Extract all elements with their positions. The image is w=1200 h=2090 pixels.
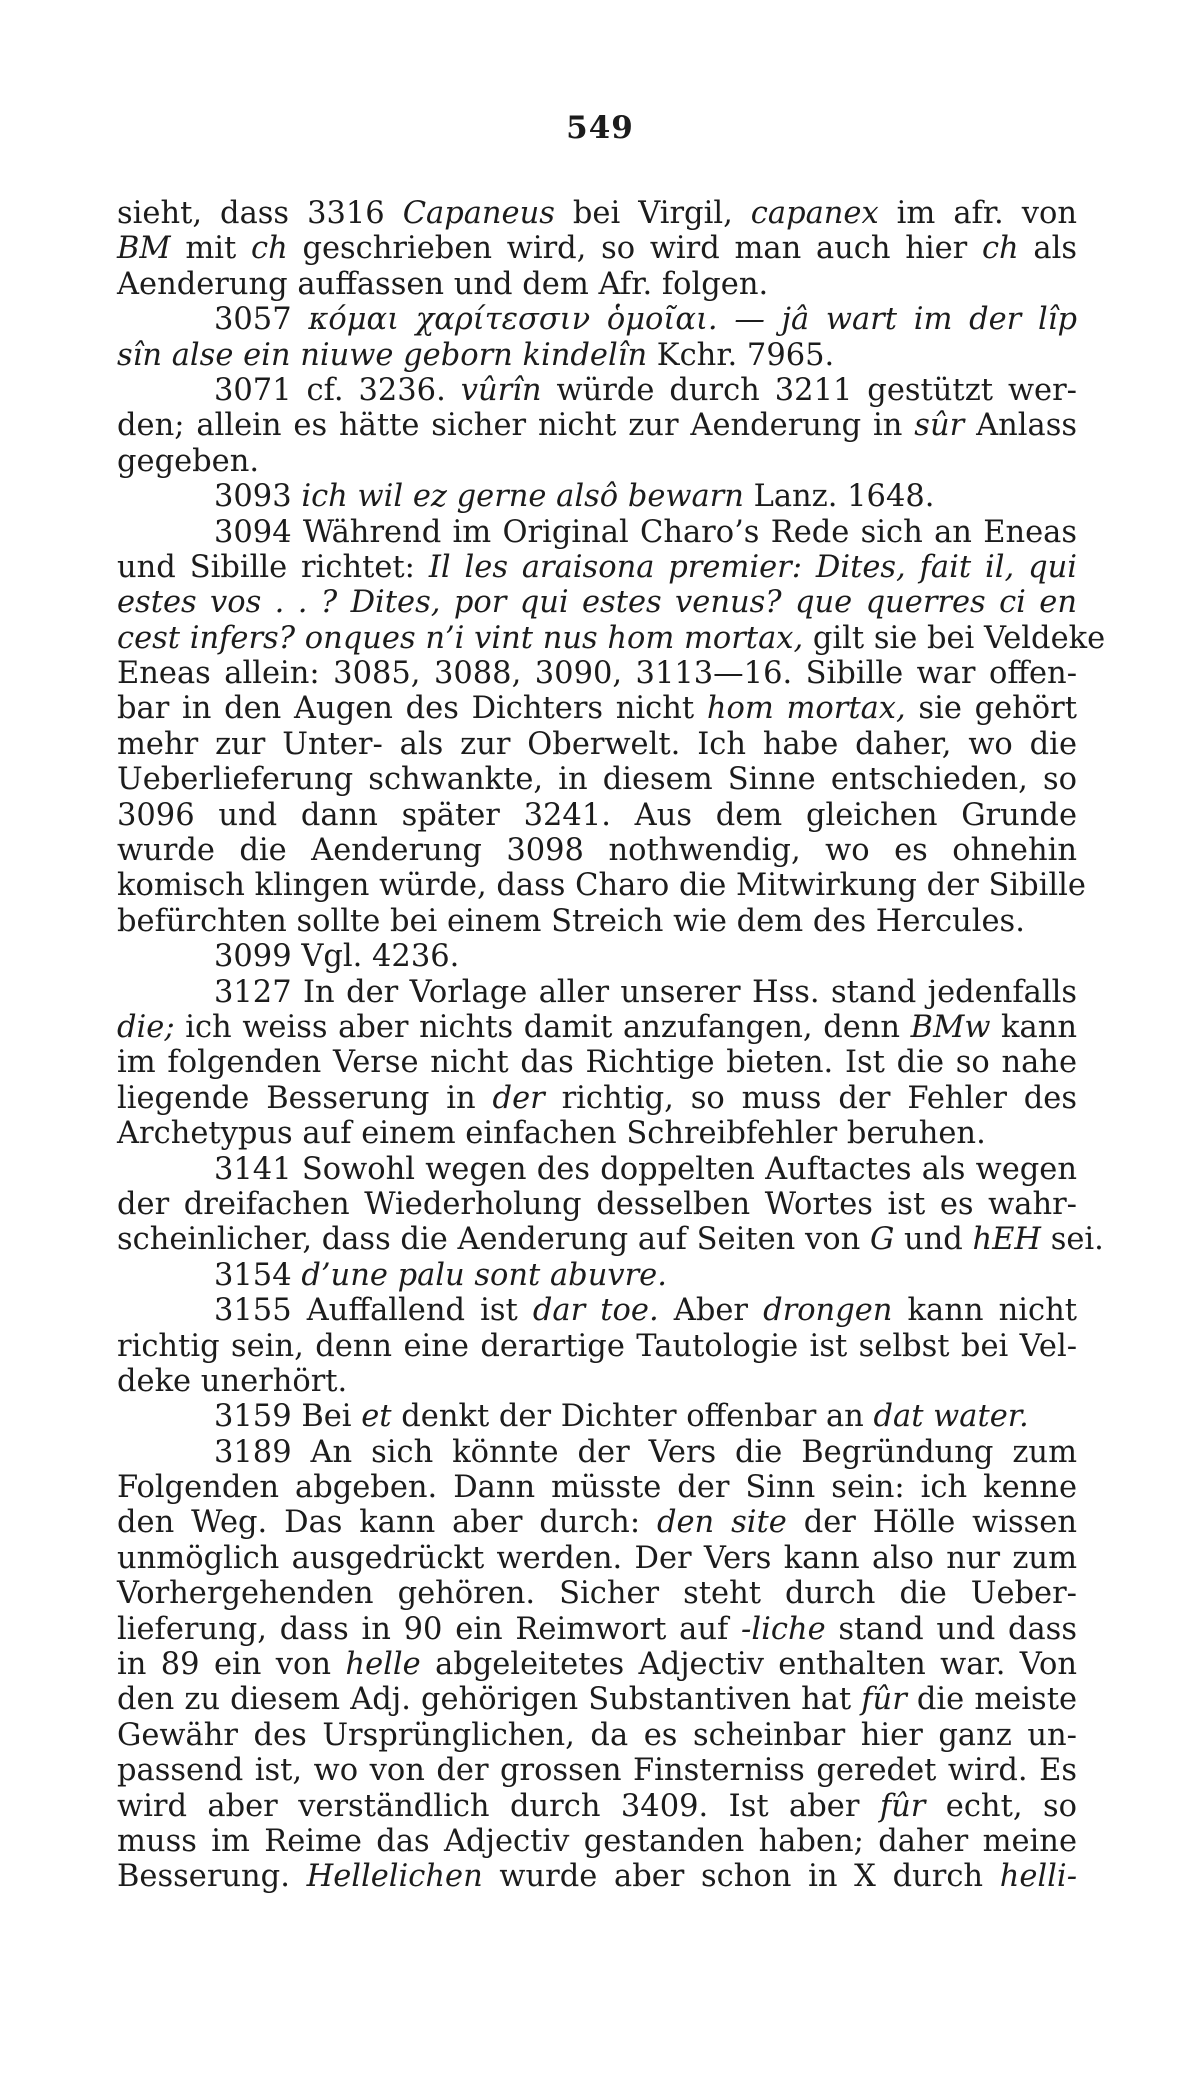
- text-run: Vorhergehenden gehören. Sicher steht durch die Ueber-: [117, 1576, 1077, 1612]
- text-run: Anlass: [964, 408, 1077, 444]
- text-run: scheinlicher, dass die Aenderung auf Seiten von: [117, 1222, 870, 1258]
- text-line: [117, 975, 1077, 1010]
- text-line: [117, 904, 1077, 939]
- text-run: der dreifachen Wiederholung desselben Wortes ist es wahr-: [117, 1186, 1077, 1222]
- italic-text-run: der: [492, 1080, 545, 1116]
- text-line: [117, 1364, 1077, 1399]
- text-line: [117, 620, 1106, 656]
- italic-text-run: drongen: [763, 1293, 893, 1329]
- text-line: [117, 1824, 1077, 1859]
- italic-text-run: Il les araisona premier: Dites, fait il, qui: [428, 549, 1077, 585]
- text-run: im folgenden Verse nicht das Richtige bieten. Ist die so nahe: [117, 1045, 1077, 1081]
- text-line: [117, 373, 1077, 408]
- text-run: 3159 Bei: [214, 1399, 362, 1435]
- text-run: passend ist, wo von der grossen Finsterniss geredet wird. Es: [117, 1753, 1077, 1789]
- text-line: [117, 691, 1077, 726]
- text-run: den zu diesem Adj. gehörigen Substantiven hat: [117, 1682, 862, 1718]
- italic-text-run: BMw: [910, 1009, 991, 1045]
- italic-text-run: ch: [251, 231, 288, 267]
- text-line: [117, 408, 1077, 443]
- italic-text-run: dar toe.: [532, 1293, 659, 1329]
- text-run: 3094 Während im Original Charo’s Rede sich an Eneas: [214, 514, 1077, 550]
- text-run: Ueberlieferung schwankte, in diesem Sinne entschieden, so: [117, 762, 1077, 798]
- text-run: sie gehört: [905, 691, 1078, 727]
- text-run: abgeleitetes Adjectiv enthalten war. Von: [420, 1647, 1077, 1683]
- text-run: unmöglich ausgedrückt werden. Der Vers kann also nur zum: [117, 1540, 1077, 1576]
- text-run: und Sibille richtet:: [117, 549, 429, 585]
- page-number: 549: [566, 110, 634, 146]
- italic-text-run: fûr: [861, 1682, 907, 1718]
- text-line: [117, 1010, 1077, 1045]
- text-run: komisch klingen würde, dass Charo die Mitwirkung der Sibille: [117, 868, 1086, 904]
- text-run: denkt der Dichter offenbar an: [391, 1399, 874, 1435]
- italic-text-run: κόμαι χαρίτεσσιν ὁμοῖαι. — jâ wart im der lîp: [308, 302, 1077, 338]
- italic-text-run: d’une palu sont abuvre.: [301, 1257, 667, 1293]
- italic-text-run: dat water.: [873, 1399, 1029, 1435]
- text-run: Kchr. 7965.: [647, 337, 835, 373]
- text-line: [117, 1859, 1077, 1894]
- text-line: [117, 762, 1077, 797]
- text-line: [117, 1612, 1077, 1647]
- text-line: [117, 1116, 1077, 1151]
- italic-text-run: -liche: [741, 1611, 826, 1647]
- text-line: [117, 1647, 1077, 1682]
- text-run: bei Virgil,: [554, 196, 751, 231]
- italic-text-run: ich wil ez gerne alsô bewarn: [301, 479, 744, 515]
- text-run: Archetypus auf einem einfachen Schreibfehler beruhen.: [117, 1116, 986, 1152]
- text-run: 3057: [214, 302, 309, 338]
- text-line: [117, 1081, 1077, 1116]
- text-line: [117, 1789, 1077, 1824]
- text-run: wurde aber schon in X durch: [482, 1859, 1000, 1895]
- text-run: der Hölle wissen: [786, 1505, 1077, 1541]
- text-line: [117, 515, 1077, 550]
- text-run: bar in den Augen des Dichters nicht: [117, 691, 707, 727]
- text-run: muss im Reime das Adjectiv gestanden haben; daher meine: [117, 1823, 1077, 1859]
- text-run: lieferung, dass in 90 ein Reimwort auf: [117, 1611, 742, 1647]
- text-run: gegeben.: [117, 443, 260, 479]
- text-run: mehr zur Unter- als zur Oberwelt. Ich habe daher, wo die: [117, 726, 1077, 762]
- italic-text-run: sîn alse ein niuwe geborn kindelîn: [117, 337, 648, 373]
- text-run: im afr. von: [878, 196, 1077, 231]
- text-line: [117, 1293, 1077, 1328]
- text-run: ich weiss aber nichts damit anzufangen, denn: [174, 1009, 911, 1045]
- text-run: befürchten sollte bei einem Streich wie dem des Hercules.: [117, 903, 1025, 939]
- text-line: [117, 1152, 1077, 1187]
- text-line: [117, 1505, 1077, 1540]
- italic-text-run: helli-: [999, 1859, 1077, 1895]
- text-run: wurde die Aenderung 3098 nothwendig, wo es ohnehin: [117, 833, 1077, 869]
- italic-text-run: estes vos . . ? Dites, por qui estes venus? que querres ci en: [117, 585, 1077, 621]
- italic-text-run: G: [869, 1222, 895, 1258]
- text-run: als: [1018, 231, 1077, 267]
- text-run: 3096 und dann später 3241. Aus dem gleichen Grunde: [117, 797, 1077, 833]
- text-line: [117, 1399, 1077, 1434]
- italic-text-run: den site: [656, 1505, 787, 1541]
- text-line: [117, 1470, 1077, 1505]
- italic-text-run: BM: [117, 231, 171, 267]
- text-run: 3141 Sowohl wegen des doppelten Auftactes als wegen: [214, 1151, 1077, 1187]
- text-line: [117, 833, 1077, 868]
- text-run: richtig, so muss der Fehler des: [544, 1080, 1077, 1116]
- text-run: würde durch 3211 gestützt wer-: [541, 372, 1077, 408]
- text-run: sei.: [1041, 1222, 1104, 1258]
- text-line: [117, 656, 1077, 691]
- italic-text-run: helle: [345, 1647, 421, 1683]
- text-line: [117, 267, 1077, 302]
- italic-text-run: cest infers? onques n’i vint nus hom mortax,: [117, 620, 804, 656]
- text-run: 3189 An sich könnte der Vers die Begründung zum: [214, 1434, 1077, 1470]
- text-line: [117, 550, 1077, 585]
- text-line: [117, 302, 1077, 337]
- text-run: kann nicht: [892, 1293, 1077, 1329]
- italic-text-run: Hellelichen: [306, 1859, 483, 1895]
- text-line: [117, 939, 1077, 974]
- text-run: 3099 Vgl. 4236.: [214, 939, 460, 975]
- text-run: Eneas allein: 3085, 3088, 3090, 3113—16. Sibille war offen-: [117, 656, 1077, 692]
- text-line: [117, 585, 1077, 620]
- text-run: Folgenden abgeben. Dann müsste der Sinn sein: ich kenne: [117, 1470, 1077, 1506]
- text-line: [117, 479, 1077, 514]
- text-line: [117, 338, 1077, 373]
- text-run: echt, so: [925, 1788, 1077, 1824]
- italic-text-run: ch: [981, 231, 1019, 267]
- text-run: und: [894, 1222, 973, 1258]
- italic-text-run: die;: [117, 1009, 175, 1045]
- text-line: [117, 798, 1077, 833]
- text-line: [117, 444, 1077, 479]
- text-line: [117, 1576, 1077, 1611]
- text-line: [117, 1541, 1077, 1576]
- text-line: [117, 727, 1077, 762]
- text-line: [117, 1682, 1077, 1717]
- text-line: [117, 1187, 1077, 1222]
- text-run: kann: [990, 1009, 1077, 1045]
- text-run: deke unerhört.: [117, 1363, 348, 1399]
- italic-text-run: capanex: [750, 196, 879, 231]
- text-run: in 89 ein von: [117, 1647, 346, 1683]
- italic-text-run: vûrîn: [460, 372, 542, 408]
- italic-text-run: fûr: [879, 1788, 926, 1824]
- text-line: [117, 1718, 1077, 1753]
- text-run: liegende Besserung in: [117, 1080, 493, 1116]
- italic-text-run: hom mortax,: [706, 691, 906, 727]
- italic-text-run: sûr: [914, 408, 965, 444]
- text-line: [117, 1435, 1077, 1470]
- text-run: 3154: [214, 1257, 302, 1293]
- text-run: Aenderung auffassen und dem Afr. folgen.: [117, 266, 769, 302]
- text-run: 3127 In der Vorlage aller unserer Hss. stand jedenfalls: [214, 974, 1077, 1010]
- text-run: Besserung.: [117, 1859, 307, 1895]
- text-run: mit: [170, 231, 252, 267]
- text-run: wird aber verständlich durch 3409. Ist aber: [117, 1788, 880, 1824]
- text-run: 3155 Auffallend ist: [214, 1293, 533, 1329]
- text-run: 3093: [214, 479, 302, 515]
- italic-text-run: hEH: [972, 1222, 1042, 1258]
- text-run: Aber: [658, 1293, 764, 1329]
- text-run: den; allein es hätte sicher nicht zur Aenderung in: [117, 408, 915, 444]
- text-run: stand und dass: [825, 1611, 1077, 1647]
- text-line: [117, 1753, 1077, 1788]
- text-line: [117, 1222, 1104, 1258]
- text-line: [117, 231, 1077, 266]
- italic-text-run: Capaneus: [402, 196, 555, 231]
- text-line: [117, 868, 1086, 904]
- text-line: [117, 1329, 1077, 1364]
- text-run: Lanz. 1648.: [743, 479, 935, 515]
- text-run: die meiste: [906, 1682, 1078, 1718]
- text-line: [117, 1258, 1077, 1293]
- text-line: [117, 1045, 1077, 1080]
- text-run: richtig sein, denn eine derartige Tautologie ist selbst bei Vel-: [117, 1328, 1077, 1364]
- commentary-text: [117, 196, 1106, 1895]
- text-run: Gewähr des Ursprünglichen, da es scheinbar hier ganz un-: [117, 1717, 1077, 1753]
- text-run: sieht, dass 3316: [117, 196, 403, 231]
- text-line: [117, 196, 1077, 231]
- text-run: geschrieben wird, so wird man auch hier: [287, 231, 982, 267]
- text-run: den Weg. Das kann aber durch:: [117, 1505, 657, 1541]
- text-run: gilt sie bei Veldeke: [803, 620, 1106, 656]
- italic-text-run: et: [361, 1399, 392, 1435]
- text-run: 3071 cf. 3236.: [214, 372, 461, 408]
